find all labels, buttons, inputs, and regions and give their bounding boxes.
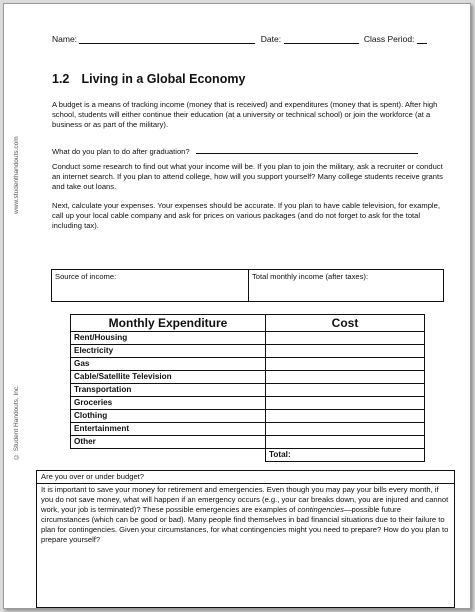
graduation-question-text: What do you plan to do after graduation? xyxy=(52,147,190,156)
section-title xyxy=(52,72,245,86)
budget-question: Are you over or under budget? xyxy=(41,472,145,481)
section-number: 1.2 xyxy=(52,72,70,86)
expenses-paragraph: Next, calculate your expenses. Your expenses should be accurate. If you plan to have cable television, for example, call up your local cable company and ask for prices on various packages (and do not forget to ask for the total including tax). xyxy=(52,201,440,231)
cost-cell[interactable] xyxy=(266,345,425,358)
side-margin-text xyxy=(13,100,25,470)
copyright-text: © Student Handouts, Inc. xyxy=(13,385,20,461)
expenditure-item: Other xyxy=(71,436,266,449)
total-label: Total: xyxy=(269,450,291,459)
expenditure-table xyxy=(70,314,425,462)
cost-cell[interactable] xyxy=(266,423,425,436)
graduation-answer-blank[interactable] xyxy=(196,145,418,154)
expenditure-item: Gas xyxy=(71,358,266,371)
class-period-blank[interactable] xyxy=(417,35,427,44)
contingencies-cell[interactable] xyxy=(37,484,455,608)
cost-cell[interactable] xyxy=(266,358,425,371)
total-income-cell[interactable] xyxy=(249,270,444,302)
cost-cell[interactable] xyxy=(266,332,425,345)
total-income-label: Total monthly income (after taxes): xyxy=(252,272,369,281)
date-blank[interactable] xyxy=(284,35,359,44)
budget-question-cell[interactable] xyxy=(37,471,455,484)
expenditure-item: Electricity xyxy=(71,345,266,358)
contingencies-text xyxy=(41,485,448,544)
class-period-label: Class Period: xyxy=(363,34,415,44)
total-cost-cell[interactable] xyxy=(266,449,425,462)
total-spacer xyxy=(71,449,266,462)
cost-cell[interactable] xyxy=(266,397,425,410)
expenditure-item: Cable/Satellite Television xyxy=(71,371,266,384)
contingencies-term: contingencies xyxy=(297,505,344,514)
cost-cell[interactable] xyxy=(266,371,425,384)
name-label: Name: xyxy=(52,34,78,44)
worksheet-page xyxy=(3,3,471,609)
graduation-question xyxy=(52,145,444,157)
research-paragraph: Conduct some research to find out what your income will be. If you plan to join the military, ask a recruiter or conduct an internet search. If you plan to attend college, how will you support yourself? Many college students receive grants and take out loans. xyxy=(52,162,443,192)
website-text: www.studenthandouts.com xyxy=(13,136,20,214)
expenditure-item: Entertainment xyxy=(71,423,266,436)
income-table xyxy=(51,269,444,302)
cost-cell[interactable] xyxy=(266,384,425,397)
intro-paragraph: A budget is a means of tracking income (money that is received) and expenditures (money that is spent). After high school, students will either continue their education (at a university or technical school) or join the workforce (at a business or as part of the military). xyxy=(52,100,438,130)
source-of-income-label: Source of income: xyxy=(55,272,117,281)
cost-cell[interactable] xyxy=(266,410,425,423)
cost-cell[interactable] xyxy=(266,436,425,449)
name-blank[interactable] xyxy=(79,35,255,44)
contingencies-text-part1: It is important to save your money for retirement and emergencies. Even though you may pay your bills every month, if you do not save money, what will happen if an emergency occurs (e.g., your car breaks down, you are injured and cannot work, your job is terminated)? These possible emergencies are examples of xyxy=(41,485,449,514)
expenditure-item: Groceries xyxy=(71,397,266,410)
section-title-text: Living in a Global Economy xyxy=(81,72,246,86)
expenditure-item: Transportation xyxy=(71,384,266,397)
header-line xyxy=(52,34,427,44)
expenditure-item: Clothing xyxy=(71,410,266,423)
budget-table xyxy=(36,470,455,608)
source-of-income-cell[interactable] xyxy=(52,270,249,302)
expenditure-column-header: Monthly Expenditure xyxy=(71,315,266,332)
date-label: Date: xyxy=(260,34,282,44)
expenditure-item: Rent/Housing xyxy=(71,332,266,345)
cost-column-header: Cost xyxy=(266,315,425,332)
contingencies-text-part2: —possible future circumstances (which can be good or bad). Many people find themselves in bad financial situations due to their failure to plan for contingencies. Given your circumstances, for what contingencies might you need to prepare? How do you plan to prepare yourself? xyxy=(41,505,449,544)
